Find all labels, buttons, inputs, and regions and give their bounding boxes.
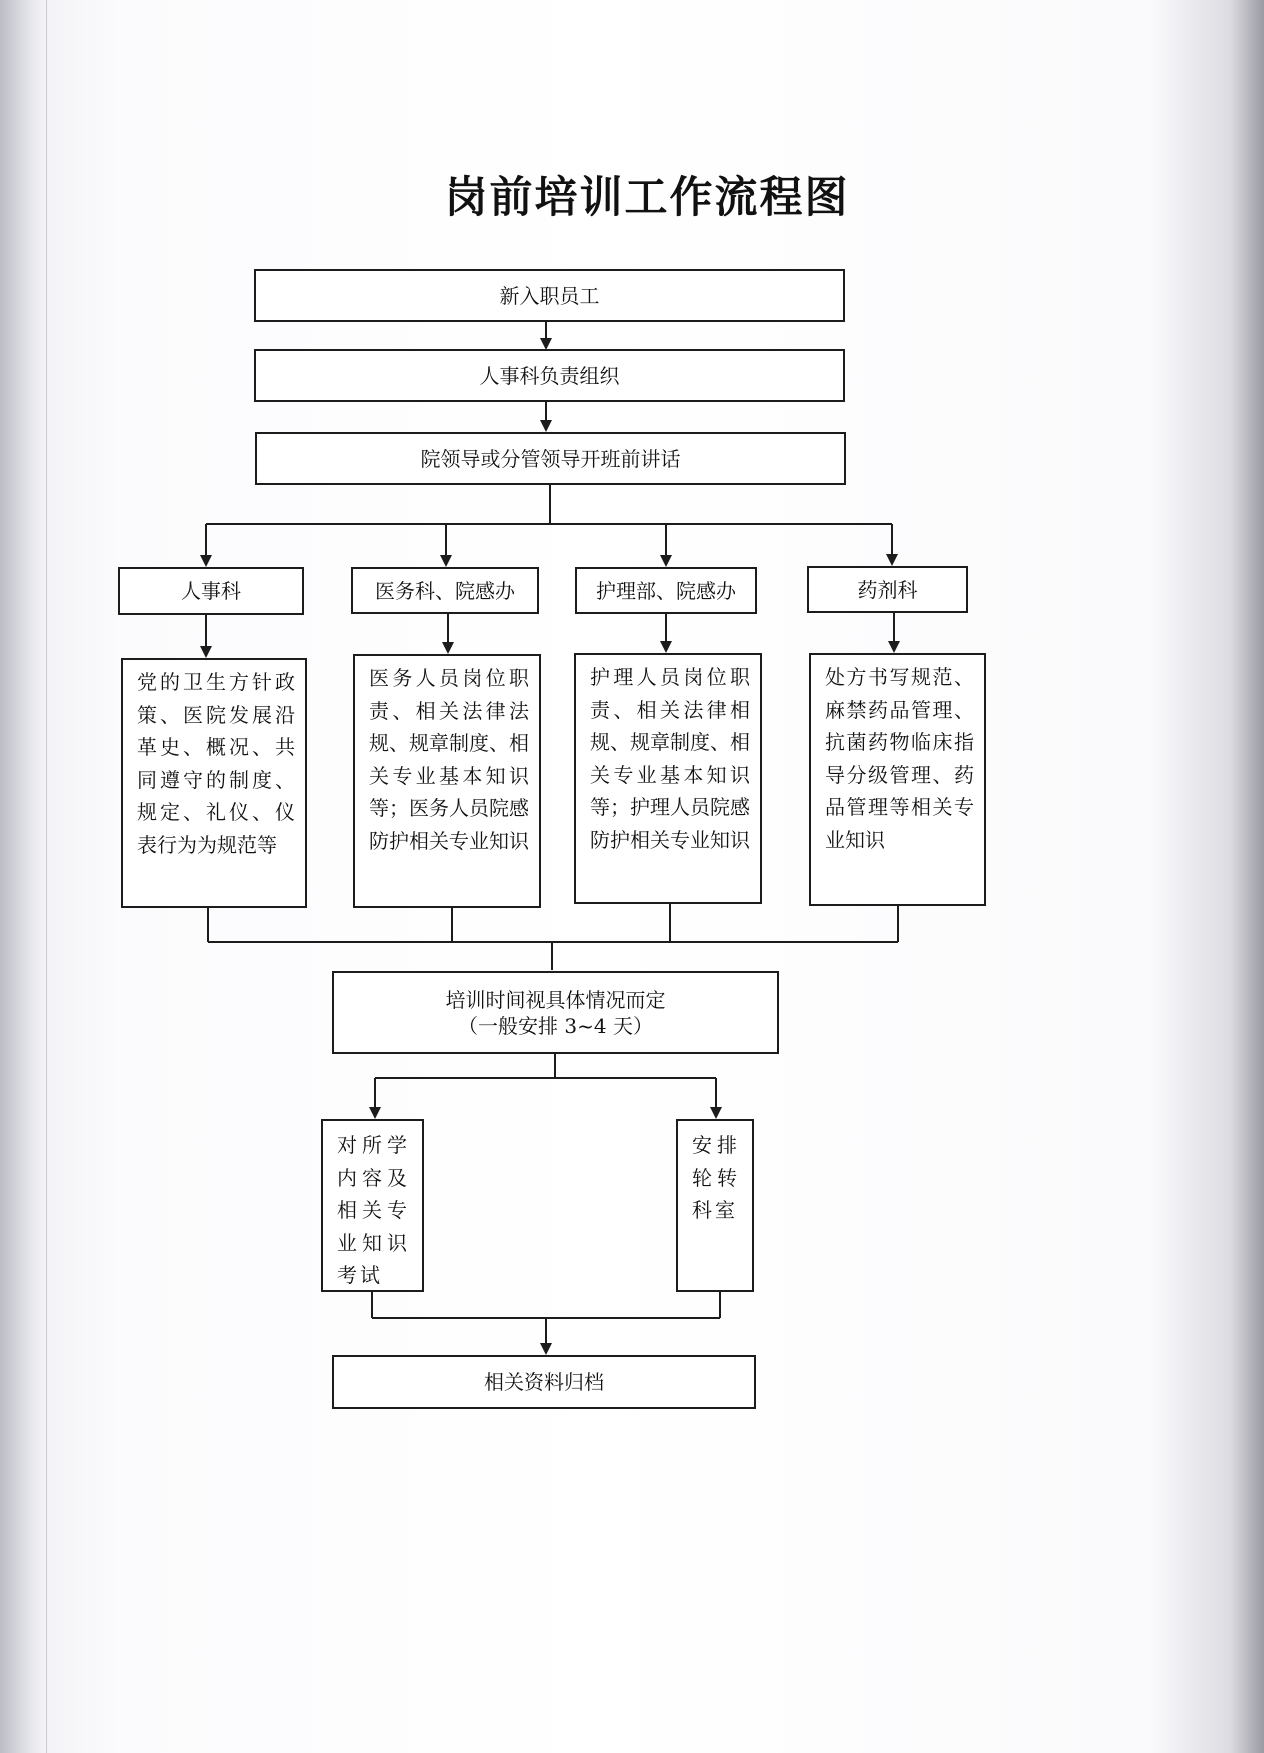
node-dept-medical-label: 医务科、院感办	[375, 578, 515, 603]
node-rotation: 安排轮转科室	[676, 1119, 754, 1292]
node-dept-pharmacy	[807, 566, 968, 613]
node-archive-label: 相关资料归档	[484, 1370, 604, 1394]
node-content-pharmacy: 处方书写规范、麻禁药品管理、抗菌药物临床指导分级管理、药品管理等相关专业知识	[809, 653, 986, 906]
node-exam: 对所学内容及相关专业知识考试	[321, 1119, 424, 1292]
node-training-duration-line1: 培训时间视具体情况而定	[445, 987, 666, 1012]
node-dept-hr	[118, 567, 304, 615]
node-content-medical: 医务人员岗位职责、相关法律法规、规章制度、相关专业基本知识等；医务人员院感防护相关专业知识	[353, 654, 541, 908]
node-leader-speech	[255, 432, 846, 485]
node-hr-organizes-label: 人事科负责组织	[479, 363, 620, 388]
node-dept-nursing	[575, 567, 757, 614]
node-dept-pharmacy-label: 药剂科	[857, 577, 918, 602]
node-content-nursing: 护理人员岗位职责、相关法律相规、规章制度、相关专业基本知识等；护理人员院感防护相关专业知识	[574, 653, 762, 904]
node-leader-speech-label: 院领导或分管领导开班前讲话	[420, 446, 681, 471]
page-title: 岗前培训工作流程图	[444, 173, 850, 223]
node-archive	[332, 1355, 756, 1409]
node-new-employee	[254, 269, 845, 322]
node-dept-hr-label: 人事科	[181, 579, 241, 603]
node-training-duration	[332, 971, 779, 1054]
node-hr-organizes	[254, 349, 845, 402]
node-dept-nursing-label: 护理部、院感办	[596, 578, 736, 603]
node-content-hr: 党的卫生方针政策、医院发展沿革史、概况、共同遵守的制度、规定、礼仪、仪表行为为规范等	[121, 658, 307, 908]
node-dept-medical	[351, 567, 539, 614]
node-new-employee-label: 新入职员工	[499, 283, 600, 308]
node-training-duration-line2: （一般安排 3~4 天）	[458, 1013, 653, 1038]
